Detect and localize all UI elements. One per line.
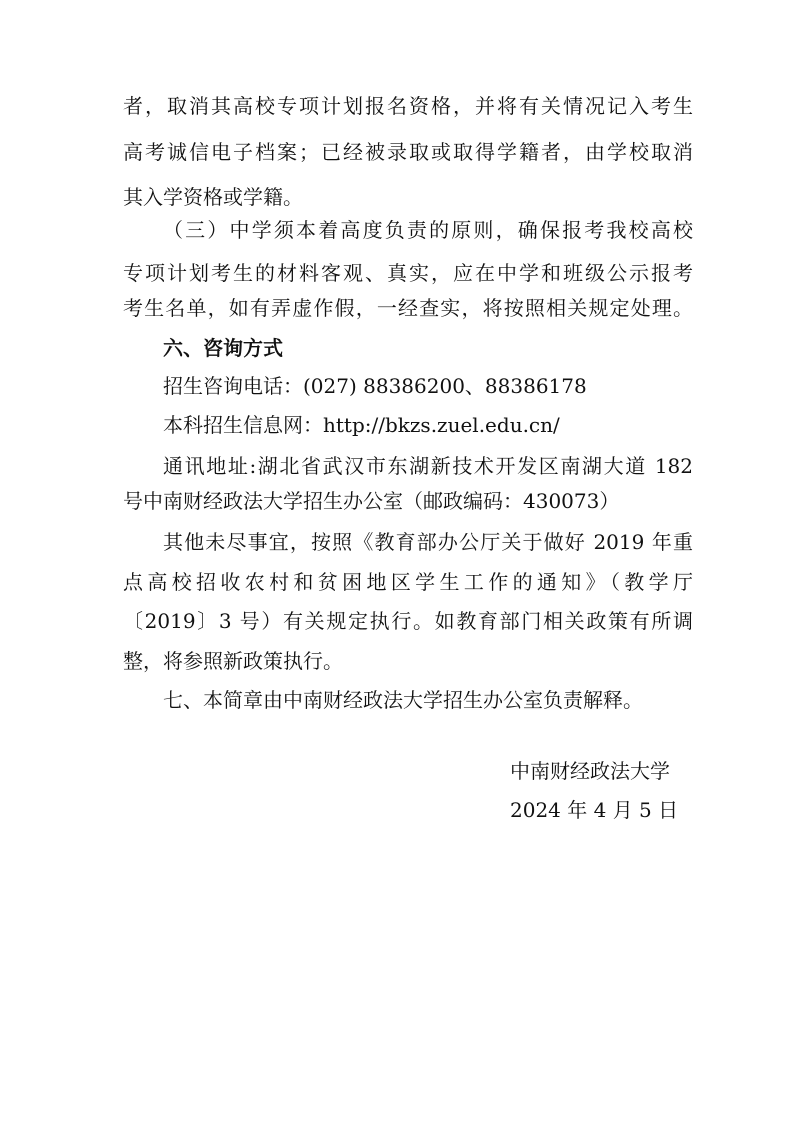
- admissions-website: 本科招生信息网：http://bkzs.zuel.edu.cn/: [163, 413, 560, 437]
- signature-organization: 中南财经政法大学: [510, 759, 670, 783]
- other-matters-line-1: 其他未尽事宜，按照《教育部办公厅关于做好 2019 年重: [163, 530, 693, 554]
- address-line-2: 号中南财经政法大学招生办公室（邮政编码：430073）: [123, 489, 620, 513]
- signature-date: 2024 年 4 月 5 日: [510, 798, 679, 822]
- paragraph-cont-line-3: 其入学资格或学籍。: [123, 185, 303, 209]
- other-matters-line-2: 点高校招收农村和贫困地区学生工作的通知》（教学厅: [123, 570, 693, 594]
- paragraph-3-line-3: 考生名单，如有弄虚作假，一经查实，将按照相关规定处理。: [123, 296, 693, 320]
- other-matters-line-3: 〔2019〕3 号）有关规定执行。如教育部门相关政策有所调: [123, 609, 693, 633]
- consult-phone: 招生咨询电话：(027) 88386200、88386178: [163, 374, 587, 398]
- paragraph-3-line-1: （三）中学须本着高度负责的原则，确保报考我校高校: [163, 218, 693, 242]
- paragraph-cont-line-1: 者，取消其高校专项计划报名资格，并将有关情况记入考生: [123, 94, 693, 118]
- section-6-heading: 六、咨询方式: [163, 336, 283, 360]
- section-7-text: 七、本简章由中南财经政法大学招生办公室负责解释。: [163, 688, 643, 712]
- paragraph-3-line-2: 专项计划考生的材料客观、真实，应在中学和班级公示报考: [123, 261, 693, 285]
- other-matters-line-4: 整，将参照新政策执行。: [123, 649, 343, 673]
- paragraph-cont-line-2: 高考诚信电子档案；已经被录取或取得学籍者，由学校取消: [123, 140, 693, 164]
- address-line-1: 通讯地址:湖北省武汉市东湖新技术开发区南湖大道 182: [163, 454, 693, 478]
